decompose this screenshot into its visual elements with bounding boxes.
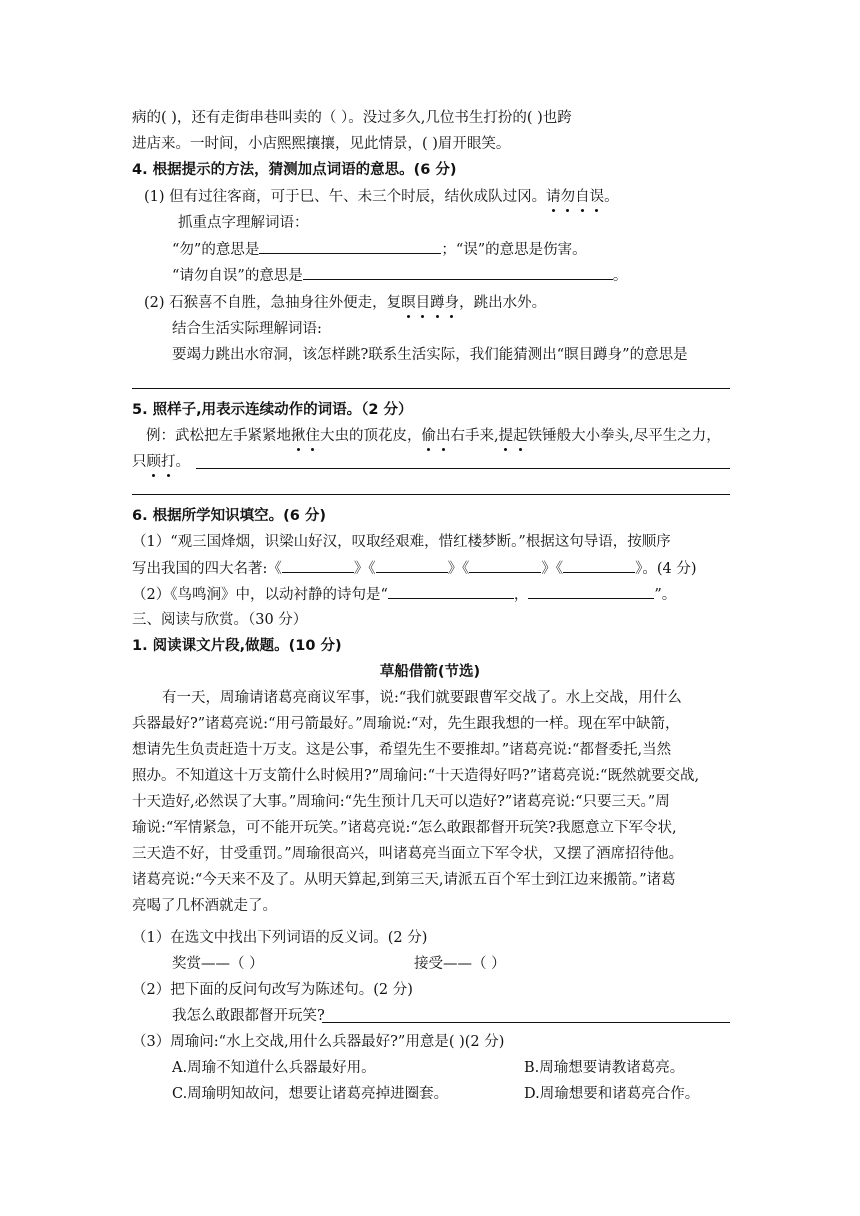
dotted-char: 目 xyxy=(415,295,431,311)
rhetorical-question: 我怎么敢跟都督开玩笑? xyxy=(172,1008,325,1024)
dotted-char: 请 xyxy=(546,189,561,205)
reading1-heading: 1. 阅读课文片段,做题。(10 分) xyxy=(132,638,342,654)
q5-heading: 5. 照样子,用表示连续动作的词语。（2 分） xyxy=(132,402,413,418)
answer-blank[interactable] xyxy=(259,239,441,254)
q3-line-2: 进店来。一时间，小店熙熙攘攘，见此情景，( )眉开眼笑。 xyxy=(132,136,511,152)
dotted-char: 住 xyxy=(305,428,320,444)
sub-question-3: （3）周瑜问:“水上交战,用什么兵器最好?”用意是( )(2 分) xyxy=(132,1034,505,1050)
answer-line[interactable] xyxy=(322,1022,730,1023)
dotted-char: 偷 xyxy=(421,428,436,444)
answer-line[interactable] xyxy=(196,468,730,469)
q4-phrase-line: “请勿自误”的意思是 。 xyxy=(172,265,627,286)
passage-line: 瑜说:“军情紧急，可不能开玩笑。”诸葛亮说:“怎么敢跟都督开玩笑?我愿意立下军令状, xyxy=(132,820,677,836)
q6-line-3: （2）《鸟鸣涧》中，以动衬静的诗句是“ ， ”。 xyxy=(132,584,676,605)
q4-question: 要竭力跳出水帘洞，该怎样跳?联系生活实际，我们能猜测出“瞑目蹲身”的意思是 xyxy=(172,347,688,363)
section3-heading: 三、阅读与欣赏。（30 分） xyxy=(132,612,308,628)
answer-line[interactable] xyxy=(132,494,730,495)
dotted-char: 顾 xyxy=(146,454,161,470)
passage-line: 三天造不好，甘受重罚。”周瑜很高兴，叫诸葛亮当面立下军令状，又摆了酒席招待他。 xyxy=(132,846,684,862)
passage-line: 照办。不知道这十万支箭什么时候用?”周瑜问:“十天造得好吗?”诸葛亮说:“既然就要交战, xyxy=(132,768,700,784)
sub-question-1: （1）在选文中找出下列词语的反义词。(2 分) xyxy=(132,930,428,946)
option-b[interactable]: B.周瑜想要请教诸葛亮。 xyxy=(524,1060,685,1076)
q3-line-1: 病的( )，还有走街串巷叫卖的（ ）。没过多久,几位书生打扮的( )也跨 xyxy=(132,110,572,126)
answer-blank[interactable] xyxy=(303,265,613,280)
dotted-char: 提 xyxy=(498,428,514,444)
passage-line: 诸葛亮说:“今天来不及了。从明天算起,到第三天,请派五百个军士到江边来搬箭。”诸葛 xyxy=(132,872,676,888)
q4-part1-text: (1) 但有过往客商，可于巳、午、未三个时辰，结伙成队过冈。请勿自误。 xyxy=(144,189,619,205)
answer-blank[interactable] xyxy=(528,584,654,599)
passage-line: 有一天，周瑜请诸葛亮商议军事，说:“我们就要跟曹军交战了。水上交战，用什么 xyxy=(162,690,682,706)
q6-heading: 6. 根据所学知识填空。(6 分) xyxy=(132,508,327,524)
passage-line: 兵器最好?”诸葛亮说:“用弓箭最好。”周瑜说:“对，先生跟我想的一样。现在军中缺箭， xyxy=(132,716,680,732)
dotted-char: 自 xyxy=(575,189,590,205)
dotted-char: 蹲 xyxy=(430,295,445,311)
q5-example: 例：武松把左手紧紧地揪住大虫的顶花皮，偷出右手来,提起铁锤般大小拳头,尽平生之力， xyxy=(146,428,721,444)
q5-example-end: 只顾打。 xyxy=(132,454,190,470)
option-c[interactable]: C.周瑜明知故问，想要让诸葛亮掉进圈套。 xyxy=(172,1086,449,1102)
q4-wu-line: “勿”的意思是 ；“误”的意思是伤害。 xyxy=(172,239,587,260)
dotted-char: 勿 xyxy=(560,189,576,205)
answer-blank[interactable] xyxy=(469,558,541,573)
dotted-char: 身 xyxy=(444,295,460,311)
q6-line-2: 写出我国的四大名著:《 》《 》《 》《 》。(4 分) xyxy=(132,558,697,579)
q4-part1-lead: (1) 但有过往客商，可于巳、午、未三个时辰，结伙成队过冈。 xyxy=(144,189,547,205)
q4-method2-label: 结合生活实际理解词语: xyxy=(172,321,322,337)
q4-part2-text: (2) 石猴喜不自胜，急抽身往外便走，复瞑目蹲身，跳出水外。 xyxy=(144,295,547,311)
dotted-char: 打 xyxy=(161,454,176,470)
dotted-char: 起 xyxy=(513,428,528,444)
antonym-item-2[interactable]: 接受——（ ） xyxy=(414,956,506,972)
answer-line[interactable] xyxy=(132,388,730,389)
antonym-item-1[interactable]: 奖赏——（ ） xyxy=(172,956,264,972)
q4-method1-label: 抓重点字理解词语： xyxy=(178,215,309,231)
answer-blank[interactable] xyxy=(388,584,514,599)
passage-line: 十天造好,必然误了大事。”周瑜问:“先生预计几天可以造好?”诸葛亮说:“只要三天。”周 xyxy=(132,794,670,810)
dotted-char: 误 xyxy=(589,189,605,205)
q6-line-1: （1）“观三国烽烟，识梁山好汉，叹取经艰难，惜红楼梦断。”根据这句导语，按顺序 xyxy=(132,534,671,550)
option-a[interactable]: A.周瑜不知道什么兵器最好用。 xyxy=(172,1060,376,1076)
q4-heading: 4. 根据提示的方法，猜测加点词语的意思。(6 分) xyxy=(132,162,457,178)
dotted-char: 揪 xyxy=(291,428,306,444)
passage-line: 想请先生负责赶造十万支。这是公事，希望先生不要推却。”诸葛亮说:“都督委托,当然 xyxy=(132,742,672,758)
option-d[interactable]: D.周瑜想要和诸葛亮合作。 xyxy=(524,1086,700,1102)
dotted-char: 瞑 xyxy=(401,295,416,311)
answer-blank[interactable] xyxy=(282,558,354,573)
passage-line: 亮喝了几杯酒就走了。 xyxy=(132,898,277,914)
dotted-char: 出 xyxy=(436,428,451,444)
answer-blank[interactable] xyxy=(376,558,448,573)
sub-question-2: （2）把下面的反问句改写为陈述句。(2 分) xyxy=(132,982,413,998)
answer-blank[interactable] xyxy=(563,558,635,573)
passage-title: 草船借箭(节选) xyxy=(379,664,481,680)
